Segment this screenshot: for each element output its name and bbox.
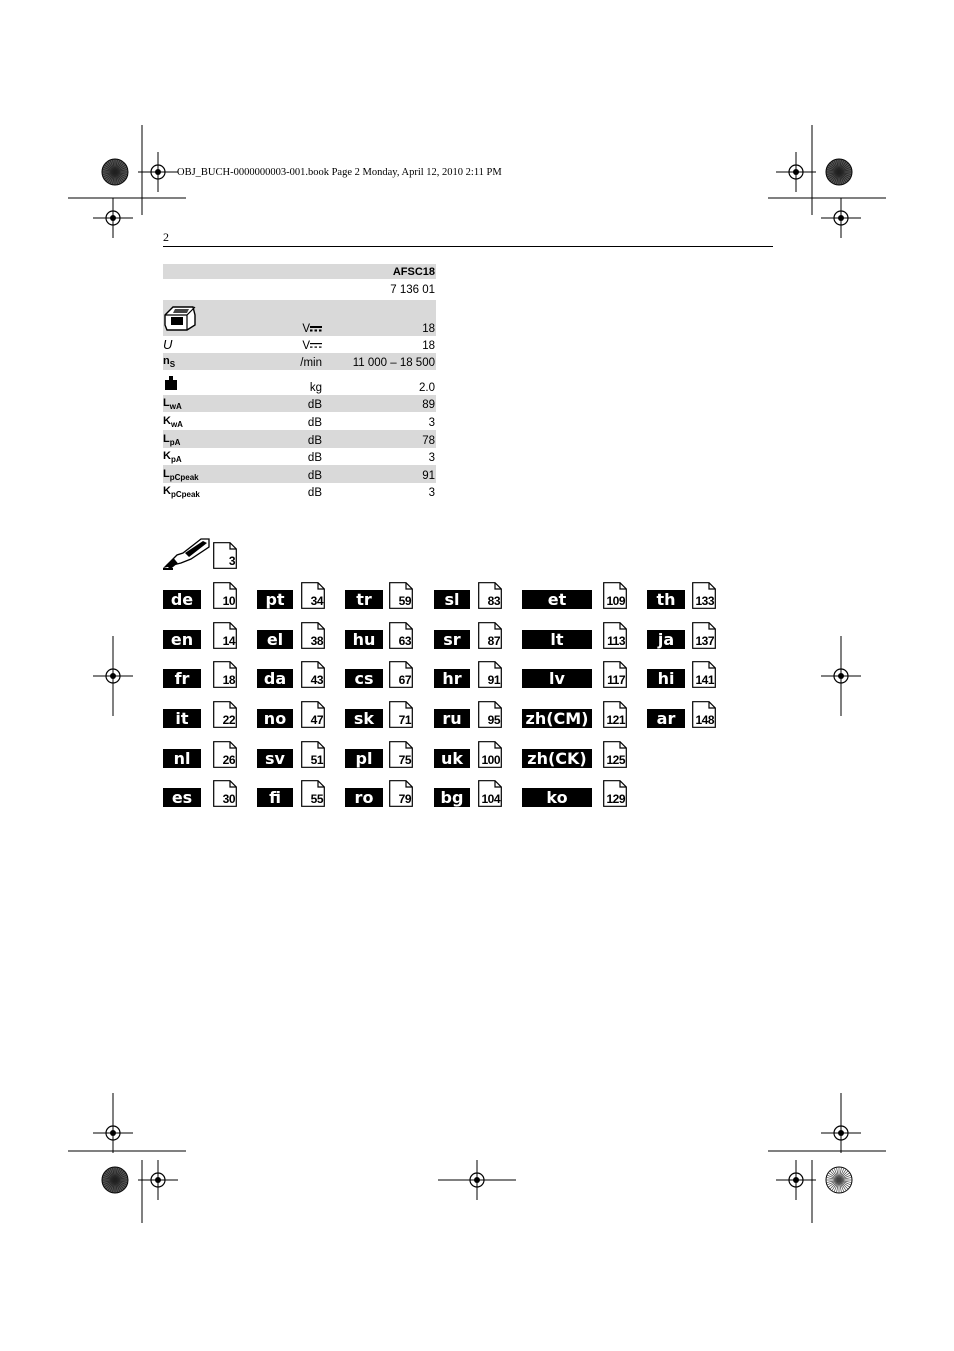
registration-mark-icon bbox=[776, 1160, 816, 1200]
page-reference: 47 bbox=[310, 713, 323, 727]
symbol-subscript: S bbox=[169, 360, 176, 369]
symbol-letter: L bbox=[163, 397, 170, 409]
spec-unit bbox=[302, 340, 322, 352]
language-code-badge: zh(CK) bbox=[522, 749, 592, 768]
symbol-subscript: pCpeak bbox=[169, 473, 199, 482]
spec-symbol bbox=[163, 397, 182, 411]
unit-text: dB bbox=[307, 487, 322, 499]
page-reference: 104 bbox=[481, 792, 500, 806]
page-document-icon bbox=[692, 582, 716, 609]
registration-mark-icon bbox=[93, 198, 133, 238]
spec-row bbox=[163, 448, 436, 465]
page-reference: 51 bbox=[310, 753, 323, 767]
page-document-icon bbox=[213, 542, 237, 569]
spec-value: 3 bbox=[428, 452, 435, 464]
page-document-icon bbox=[478, 701, 502, 728]
page-reference: 10 bbox=[222, 594, 235, 608]
page-document-icon bbox=[692, 622, 716, 649]
language-code-badge: tr bbox=[345, 590, 383, 609]
language-code-badge: fi bbox=[257, 788, 293, 807]
page-reference: 71 bbox=[398, 713, 411, 727]
page-reference: 87 bbox=[487, 634, 500, 648]
page-reference: 3 bbox=[228, 554, 235, 568]
symbol-letter: n bbox=[163, 355, 170, 367]
unit-text: kg bbox=[309, 382, 322, 394]
unit-text: dB bbox=[307, 452, 322, 464]
language-code-badge: hi bbox=[647, 669, 685, 688]
page-document-icon bbox=[603, 582, 627, 609]
language-code-badge: sr bbox=[434, 630, 470, 649]
page-reference: 59 bbox=[398, 594, 411, 608]
page-document-icon bbox=[478, 780, 502, 807]
language-code-badge: th bbox=[647, 590, 685, 609]
spec-order-row bbox=[163, 279, 436, 297]
spec-unit bbox=[308, 452, 322, 464]
unit-text: V bbox=[302, 323, 310, 335]
page-reference: 125 bbox=[606, 753, 625, 767]
language-code-badge: en bbox=[163, 630, 201, 649]
spec-row bbox=[163, 465, 436, 483]
spec-model-row bbox=[163, 264, 436, 279]
language-code-badge: no bbox=[257, 709, 293, 728]
page-document-icon bbox=[389, 622, 413, 649]
language-code-badge: uk bbox=[434, 749, 470, 768]
spec-value: 78 bbox=[422, 435, 435, 447]
page-document-icon bbox=[603, 741, 627, 768]
page-document-icon bbox=[603, 701, 627, 728]
symbol-subscript: wA bbox=[169, 402, 182, 411]
language-code-badge: lv bbox=[522, 669, 592, 688]
spec-row bbox=[163, 395, 436, 412]
registration-mark-icon bbox=[138, 152, 178, 192]
page-reference: 121 bbox=[606, 713, 625, 727]
language-code-badge: hu bbox=[345, 630, 383, 649]
page-document-icon bbox=[301, 780, 325, 807]
page-reference: 83 bbox=[487, 594, 500, 608]
symbol-subscript: pA bbox=[169, 438, 181, 447]
page-document-icon bbox=[301, 661, 325, 688]
language-code-badge: zh(CM) bbox=[522, 709, 592, 728]
language-code-badge: ro bbox=[345, 788, 383, 807]
language-code-badge: et bbox=[522, 590, 592, 609]
battery-charger-icon bbox=[163, 301, 197, 334]
page-document-icon bbox=[389, 701, 413, 728]
spec-unit bbox=[300, 357, 322, 369]
page-number: 2 bbox=[163, 230, 169, 244]
language-code-badge: sl bbox=[434, 590, 470, 609]
page-reference: 117 bbox=[607, 673, 625, 687]
page-document-icon bbox=[301, 582, 325, 609]
color-bar-target-icon bbox=[826, 1167, 852, 1193]
page-document-icon bbox=[478, 622, 502, 649]
header-rule bbox=[163, 246, 773, 247]
page-reference: 91 bbox=[487, 673, 500, 687]
voltage-symbol: U bbox=[163, 337, 173, 352]
symbol-letter: K bbox=[163, 415, 171, 427]
page-document-icon bbox=[692, 661, 716, 688]
spec-value: 2.0 bbox=[419, 382, 435, 394]
page-reference: 55 bbox=[310, 792, 323, 806]
page-document-icon bbox=[213, 741, 237, 768]
spec-row bbox=[163, 300, 436, 336]
spec-symbol bbox=[163, 468, 199, 482]
spec-row bbox=[163, 412, 436, 430]
language-code-badge: hr bbox=[434, 669, 470, 688]
page-document-icon bbox=[389, 780, 413, 807]
page-reference: 34 bbox=[310, 594, 323, 608]
language-code-badge: ru bbox=[434, 709, 470, 728]
spec-value: 18 bbox=[422, 340, 435, 352]
spec-row bbox=[163, 336, 436, 353]
page-document-icon bbox=[692, 701, 716, 728]
page-reference: 148 bbox=[695, 713, 714, 727]
spec-unit bbox=[308, 435, 322, 447]
language-code-badge: lt bbox=[522, 630, 592, 649]
language-code-badge: ja bbox=[647, 630, 685, 649]
registration-mark-icon bbox=[821, 198, 861, 238]
spec-value: 11 000 – 18 500 bbox=[352, 357, 435, 369]
unit-text: dB bbox=[307, 435, 322, 447]
page-document-icon bbox=[213, 780, 237, 807]
page-reference: 38 bbox=[310, 634, 323, 648]
language-code-badge: sv bbox=[257, 749, 293, 768]
page-reference: 63 bbox=[398, 634, 411, 648]
spec-symbol bbox=[163, 415, 183, 429]
symbol-letter: L bbox=[163, 468, 170, 480]
unit-text: /min bbox=[300, 357, 322, 369]
unit-text: dB bbox=[307, 417, 322, 429]
spec-value: 91 bbox=[422, 470, 435, 482]
page-document-icon bbox=[213, 622, 237, 649]
language-code-badge: es bbox=[163, 788, 201, 807]
spec-symbol bbox=[163, 433, 180, 447]
page-document-icon bbox=[389, 661, 413, 688]
color-bar-target-icon bbox=[102, 159, 128, 185]
color-bar-target-icon bbox=[826, 159, 852, 185]
spec-unit bbox=[308, 399, 322, 411]
page-document-icon bbox=[213, 661, 237, 688]
spec-unit bbox=[302, 323, 322, 335]
page-reference: 18 bbox=[222, 673, 235, 687]
page-reference: 30 bbox=[222, 792, 235, 806]
page-reference: 43 bbox=[310, 673, 323, 687]
spec-value: 3 bbox=[428, 487, 435, 499]
symbol-letter: L bbox=[163, 433, 170, 445]
page-document-icon bbox=[478, 741, 502, 768]
spec-symbol bbox=[163, 355, 175, 369]
language-code-badge: fr bbox=[163, 669, 201, 688]
language-code-badge: sk bbox=[345, 709, 383, 728]
symbol-letter: K bbox=[163, 485, 171, 497]
page-document-icon bbox=[603, 780, 627, 807]
spec-symbol bbox=[163, 485, 200, 499]
language-code-badge: it bbox=[163, 709, 201, 728]
page-document-icon bbox=[603, 622, 627, 649]
spec-row bbox=[163, 430, 436, 448]
symbol-letter: K bbox=[163, 450, 171, 462]
page-reference: 95 bbox=[487, 713, 500, 727]
spec-unit bbox=[310, 382, 322, 394]
weight-icon bbox=[163, 375, 179, 394]
order-number: 7 136 01 bbox=[390, 284, 435, 296]
color-bar-target-icon bbox=[102, 1167, 128, 1193]
page-reference: 137 bbox=[695, 634, 714, 648]
spec-unit bbox=[308, 487, 322, 499]
language-code-badge: da bbox=[257, 669, 293, 688]
spec-row bbox=[163, 353, 436, 370]
spec-row bbox=[163, 370, 436, 395]
registration-mark-icon bbox=[776, 152, 816, 192]
page-document-icon bbox=[389, 741, 413, 768]
symbol-subscript: pA bbox=[170, 455, 182, 464]
page-document-icon bbox=[478, 661, 502, 688]
page-document-icon bbox=[301, 622, 325, 649]
language-code-badge: pt bbox=[257, 590, 293, 609]
page-document-icon bbox=[389, 582, 413, 609]
page-reference: 113 bbox=[607, 634, 625, 648]
unit-text: dB bbox=[307, 399, 322, 411]
page-reference: 14 bbox=[222, 634, 235, 648]
language-code-badge: ar bbox=[647, 709, 685, 728]
dc-symbol-icon bbox=[310, 323, 322, 335]
spec-unit bbox=[308, 417, 322, 429]
page-reference: 79 bbox=[398, 792, 411, 806]
page-reference: 75 bbox=[398, 753, 411, 767]
file-info-header: OBJ_BUCH-0000000003-001.book Page 2 Monday, April 12, 2010 2:11 PM bbox=[177, 167, 502, 178]
page-reference: 133 bbox=[695, 594, 714, 608]
language-code-badge: de bbox=[163, 590, 201, 609]
page-reference: 22 bbox=[222, 713, 235, 727]
multitool-icon bbox=[163, 533, 211, 571]
language-code-badge: cs bbox=[345, 669, 383, 688]
page-document-icon bbox=[213, 701, 237, 728]
registration-mark-icon bbox=[138, 1160, 178, 1200]
spec-value: 89 bbox=[422, 399, 435, 411]
page-document-icon bbox=[478, 582, 502, 609]
page-reference: 26 bbox=[222, 753, 235, 767]
language-code-badge: bg bbox=[434, 788, 470, 807]
spec-row bbox=[163, 483, 436, 500]
spec-symbol bbox=[163, 450, 182, 464]
page-reference: 109 bbox=[606, 594, 625, 608]
language-code-badge: el bbox=[257, 630, 293, 649]
spec-value: 3 bbox=[428, 417, 435, 429]
language-code-badge: nl bbox=[163, 749, 201, 768]
page-document-icon bbox=[301, 701, 325, 728]
page-reference: 100 bbox=[481, 753, 500, 767]
unit-text: dB bbox=[307, 470, 322, 482]
page-reference: 129 bbox=[606, 792, 625, 806]
page-reference: 141 bbox=[695, 673, 714, 687]
spec-unit bbox=[308, 470, 322, 482]
page-document-icon bbox=[301, 741, 325, 768]
model-name: AFSC18 bbox=[392, 266, 435, 278]
spec-value: 18 bbox=[422, 323, 435, 335]
symbol-subscript: pCpeak bbox=[170, 490, 200, 499]
symbol-subscript: wA bbox=[170, 420, 183, 429]
unit-text: V bbox=[302, 340, 310, 352]
page-document-icon bbox=[213, 582, 237, 609]
page-document-icon bbox=[603, 661, 627, 688]
page-reference: 67 bbox=[398, 673, 411, 687]
language-code-badge: ko bbox=[522, 788, 592, 807]
dc-symbol-icon bbox=[310, 340, 322, 352]
language-code-badge: pl bbox=[345, 749, 383, 768]
